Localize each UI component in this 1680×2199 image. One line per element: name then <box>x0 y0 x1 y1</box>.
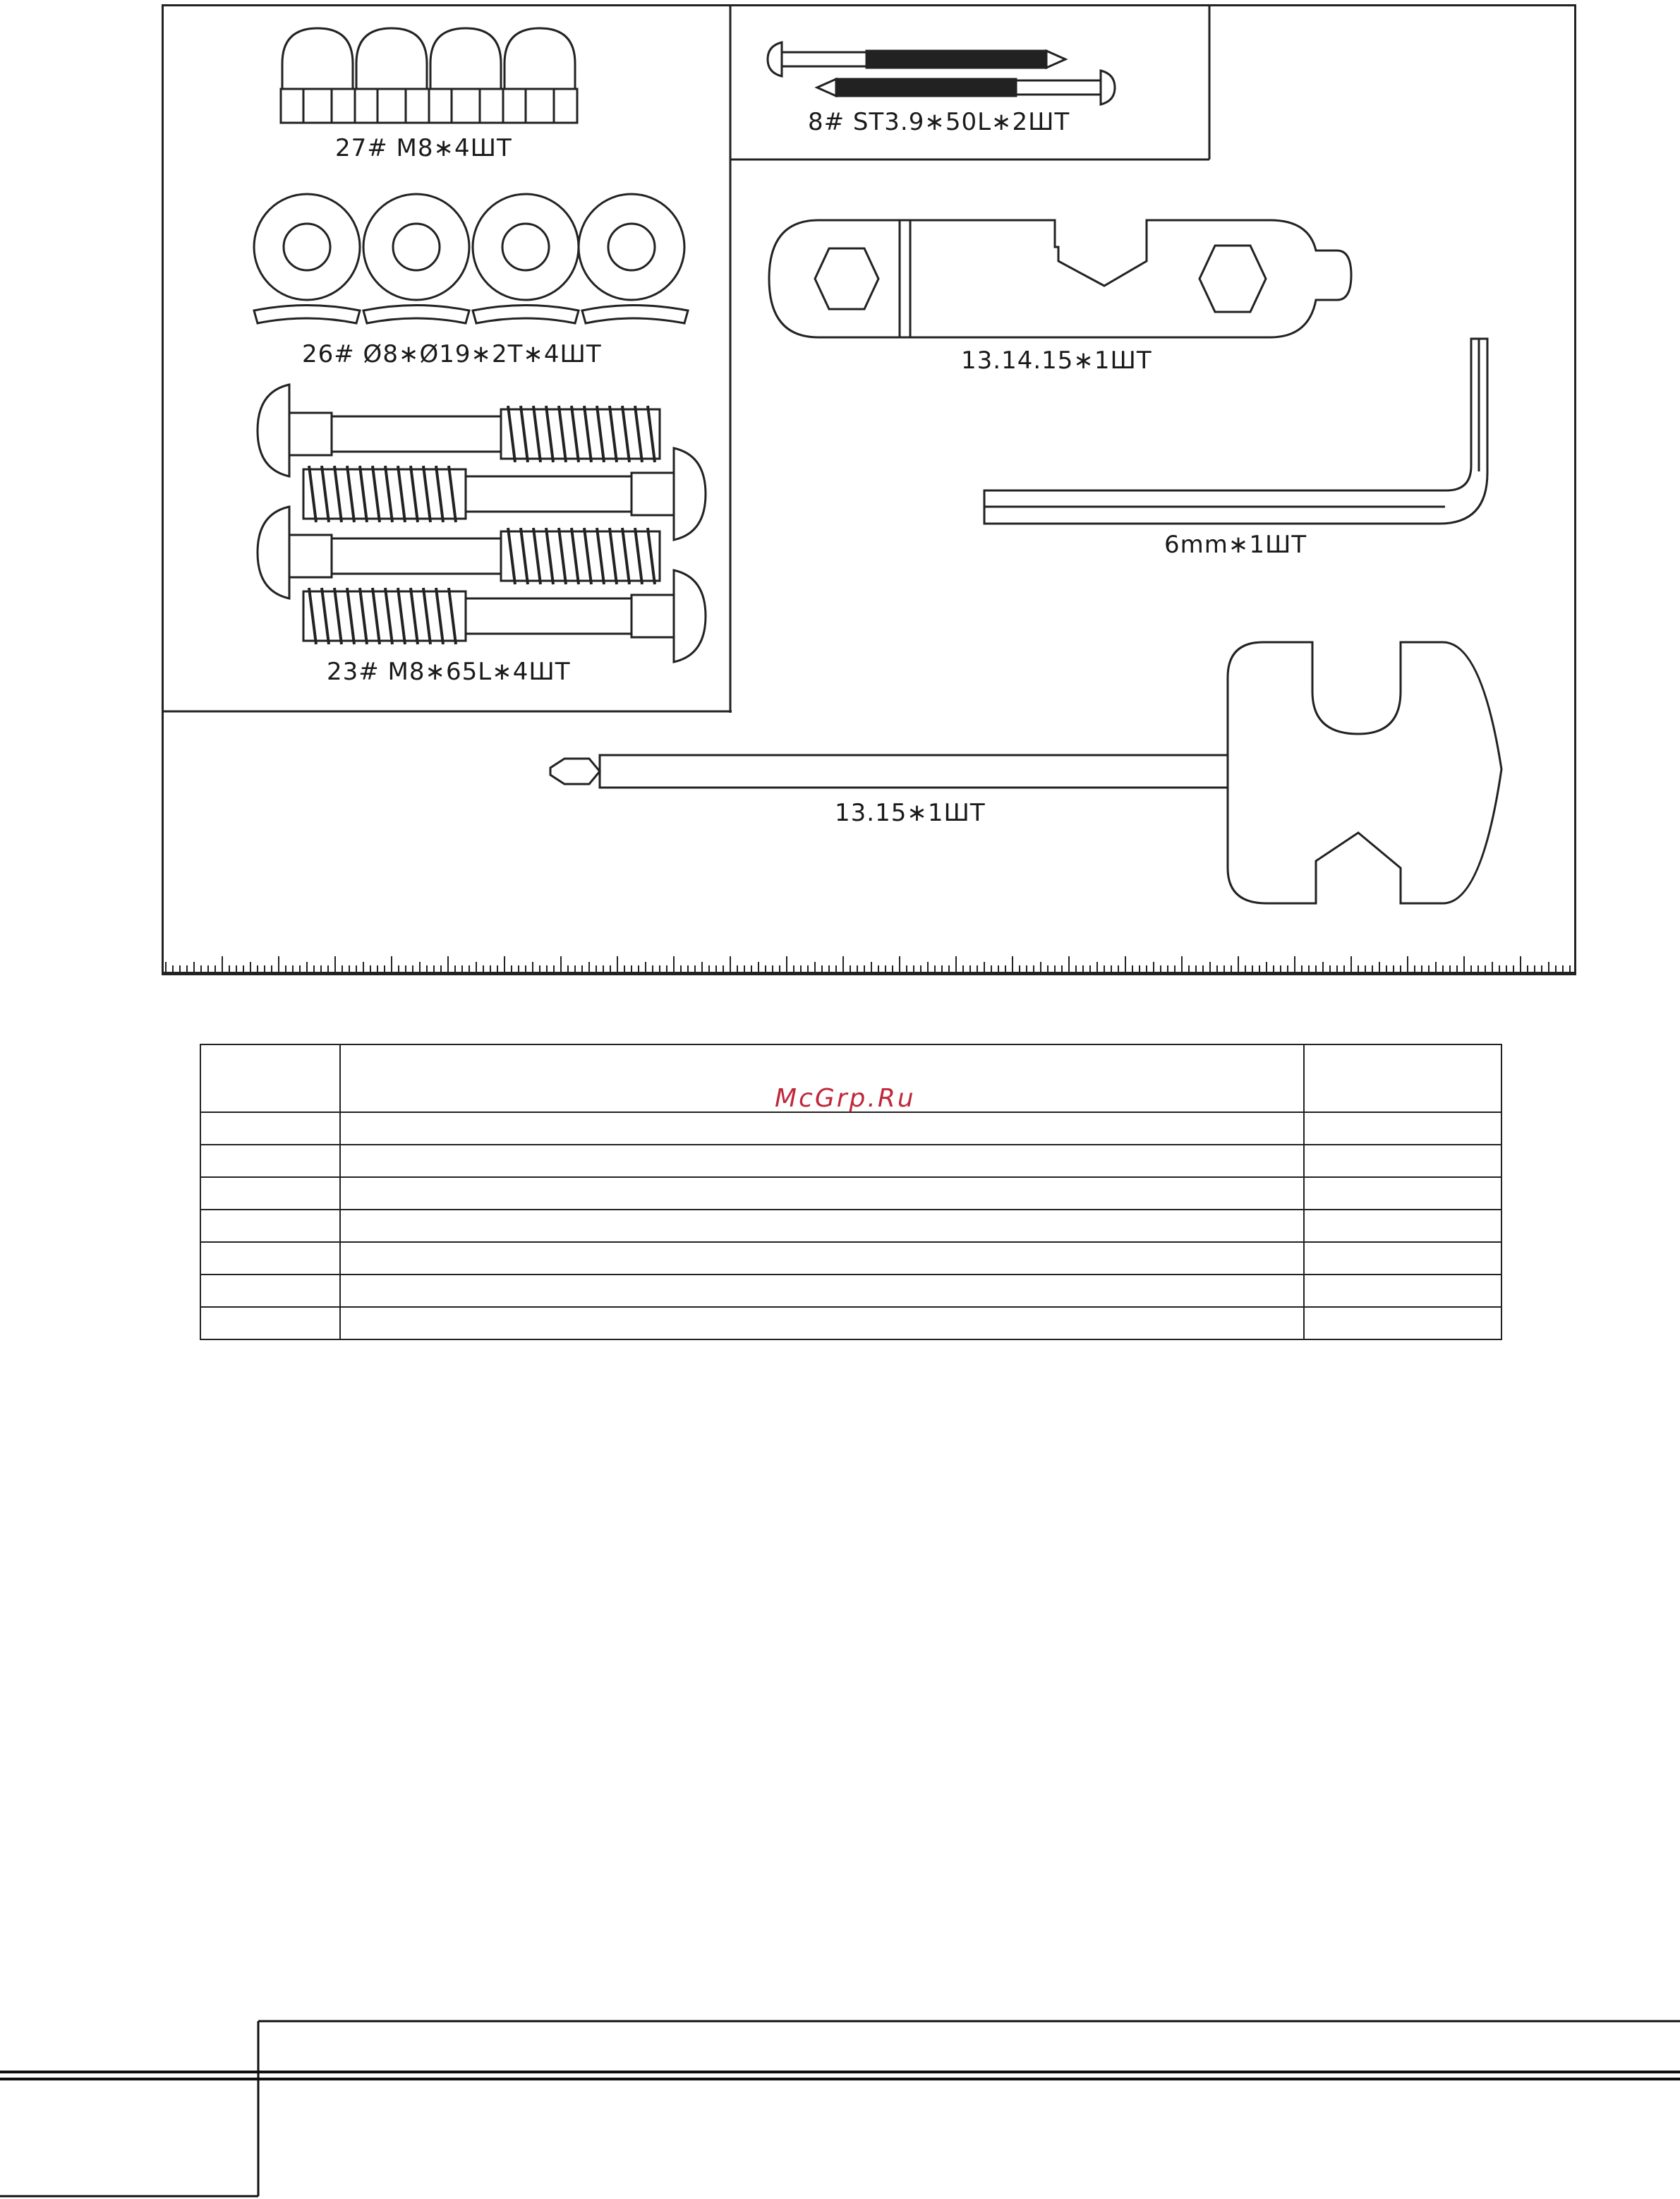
table-row <box>200 1275 1501 1307</box>
spanner-icon <box>769 220 1351 337</box>
table-cell <box>200 1210 340 1242</box>
table-row <box>200 1210 1501 1242</box>
table-cell <box>1304 1275 1501 1307</box>
table-row <box>200 1177 1501 1210</box>
table-row <box>200 1242 1501 1275</box>
table-row <box>200 1307 1501 1339</box>
screw-icon <box>768 42 1115 104</box>
table-cell <box>200 1275 340 1307</box>
bolt-threads <box>309 406 655 644</box>
table-cell <box>200 1112 340 1145</box>
table-cell <box>340 1210 1304 1242</box>
table-cell <box>200 1145 340 1177</box>
table-cell <box>1304 1177 1501 1210</box>
washer-label: 26# Ø8∗Ø19∗2T∗4ШТ <box>302 340 602 368</box>
spanner-label: 13.14.15∗1ШТ <box>961 347 1152 375</box>
bolt-label: 23# M8∗65L∗4ШТ <box>327 658 571 686</box>
table-cell <box>200 1242 340 1275</box>
table-cell <box>200 1307 340 1339</box>
nut-label: 27# M8∗4ШТ <box>335 134 512 162</box>
table-cell <box>200 1044 340 1112</box>
table-cell <box>1304 1242 1501 1275</box>
watermark-text: McGrp.Ru <box>775 1084 916 1113</box>
table-cell <box>1304 1044 1501 1112</box>
table-cell <box>340 1145 1304 1177</box>
table-cell <box>1304 1112 1501 1145</box>
table-cell <box>1304 1307 1501 1339</box>
cap-nut-icon <box>281 28 577 123</box>
screw-label: 8# ST3.9∗50L∗2ШТ <box>808 108 1070 136</box>
table-cell <box>1304 1145 1501 1177</box>
table-cell <box>340 1307 1304 1339</box>
table-row <box>200 1145 1501 1177</box>
screwdriver-spanner-icon <box>550 642 1501 903</box>
table-cell <box>1304 1210 1501 1242</box>
table-cell <box>340 1242 1304 1275</box>
hardware-drawings <box>0 0 1680 988</box>
table-cell <box>340 1275 1304 1307</box>
table-row <box>200 1112 1501 1145</box>
table-cell <box>200 1177 340 1210</box>
table-cell <box>340 1177 1304 1210</box>
washer-icon <box>254 194 688 323</box>
allen-key-label: 6mm∗1ШТ <box>1164 531 1307 559</box>
table-cell <box>340 1112 1304 1145</box>
ruler-ticks <box>166 956 1570 972</box>
screwdriver-spanner-label: 13.15∗1ШТ <box>835 799 986 827</box>
